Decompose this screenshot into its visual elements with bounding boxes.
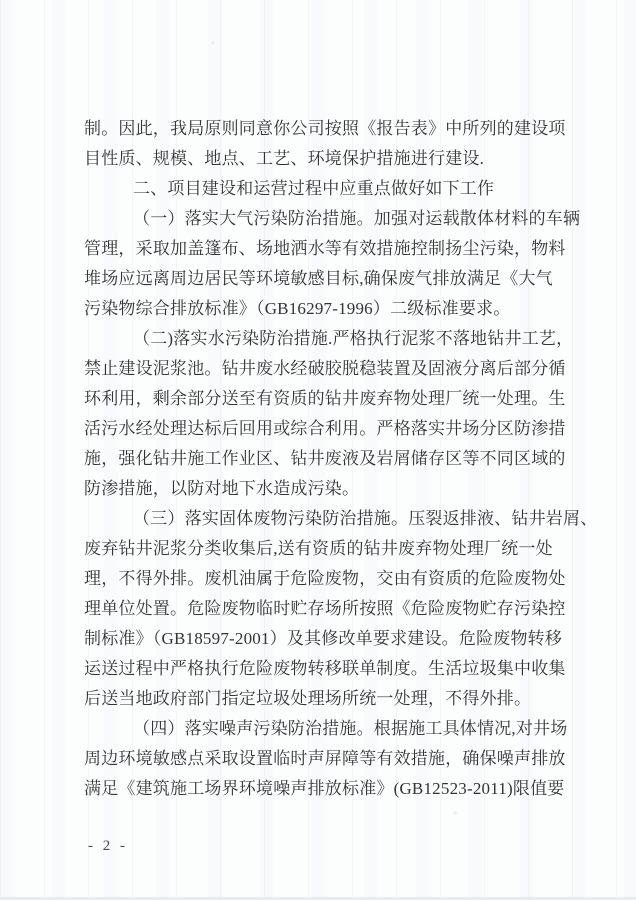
text-line: （一）落实大气污染防治措施。加强对运载散体材料的车辆 xyxy=(133,209,581,228)
text-line: （二)落实水污染防治措施.严格执行泥浆不落地钻井工艺， xyxy=(133,329,574,348)
text-line: （四）落实噪声污染防治措施。根据施工具体情况,对井场 xyxy=(133,719,568,738)
text-line: 目性质、规模、地点、工艺、环境保护措施进行建设. xyxy=(84,149,485,168)
text-line: 理，不得外排。废机油属于危险废物，交由有资质的危险废物处 xyxy=(84,569,566,588)
text-line: （三）落实固体废物污染防治措施。压裂返排液、钻井岩屑、 xyxy=(133,509,598,528)
text-line: 二、项目建设和运营过程中应重点做好如下工作 xyxy=(133,179,495,198)
text-line: 运送过程中严格执行危险废物转移联单制度。生活垃圾集中收集 xyxy=(84,659,566,678)
text-line: 废弃钻井泥浆分类收集后,送有资质的钻井废弃物处理厂统一处 xyxy=(84,539,553,558)
text-line: 禁止建设泥浆池。钻井废水经破胶脱稳装置及固液分离后部分循 xyxy=(84,359,566,378)
text-line: 周边环境敏感点采取设置临时声屏障等有效措施，确保噪声排放 xyxy=(84,749,566,768)
text-line: 管理，采取加盖篷布、场地洒水等有效措施控制扬尘污染，物料 xyxy=(84,239,566,258)
text-line: 污染物综合排放标准》（GB16297-1996）二级标准要求。 xyxy=(84,299,511,318)
text-line: 活污水经处理达标后回用或综合利用。严格落实井场分区防渗措 xyxy=(84,419,566,438)
scan-speck xyxy=(453,811,457,815)
text-line: 堆场应远离周边居民等环境敏感目标,确保废气排放满足《大气 xyxy=(84,269,553,288)
text-line: 环利用，剩余部分送至有资质的钻井废弃物处理厂统一处理。生 xyxy=(84,389,566,408)
document-body-text xyxy=(84,114,598,804)
scan-speck xyxy=(211,41,215,45)
page-number: - 2 - xyxy=(88,838,128,854)
text-line: 防渗措施，以防对地下水造成污染。 xyxy=(84,479,360,498)
text-line: 施，强化钻井施工作业区、钻井废液及岩屑储存区等不同区域的 xyxy=(84,449,566,468)
text-line: 后送当地政府部门指定垃圾处理场所统一处理，不得外排。 xyxy=(84,689,532,708)
text-line: 制标准》（GB18597-2001）及其修改单要求建设。危险废物转移 xyxy=(84,629,563,648)
text-line: 理单位处置。危险废物临时贮存场所按照《危险废物贮存污染控 xyxy=(84,599,566,618)
text-line: 满足《建筑施工场界环境噪声排放标准》(GB12523-2011)限值要 xyxy=(84,779,565,798)
text-line: 制。因此，我局原则同意你公司按照《报告表》中所列的建设项 xyxy=(84,119,566,138)
